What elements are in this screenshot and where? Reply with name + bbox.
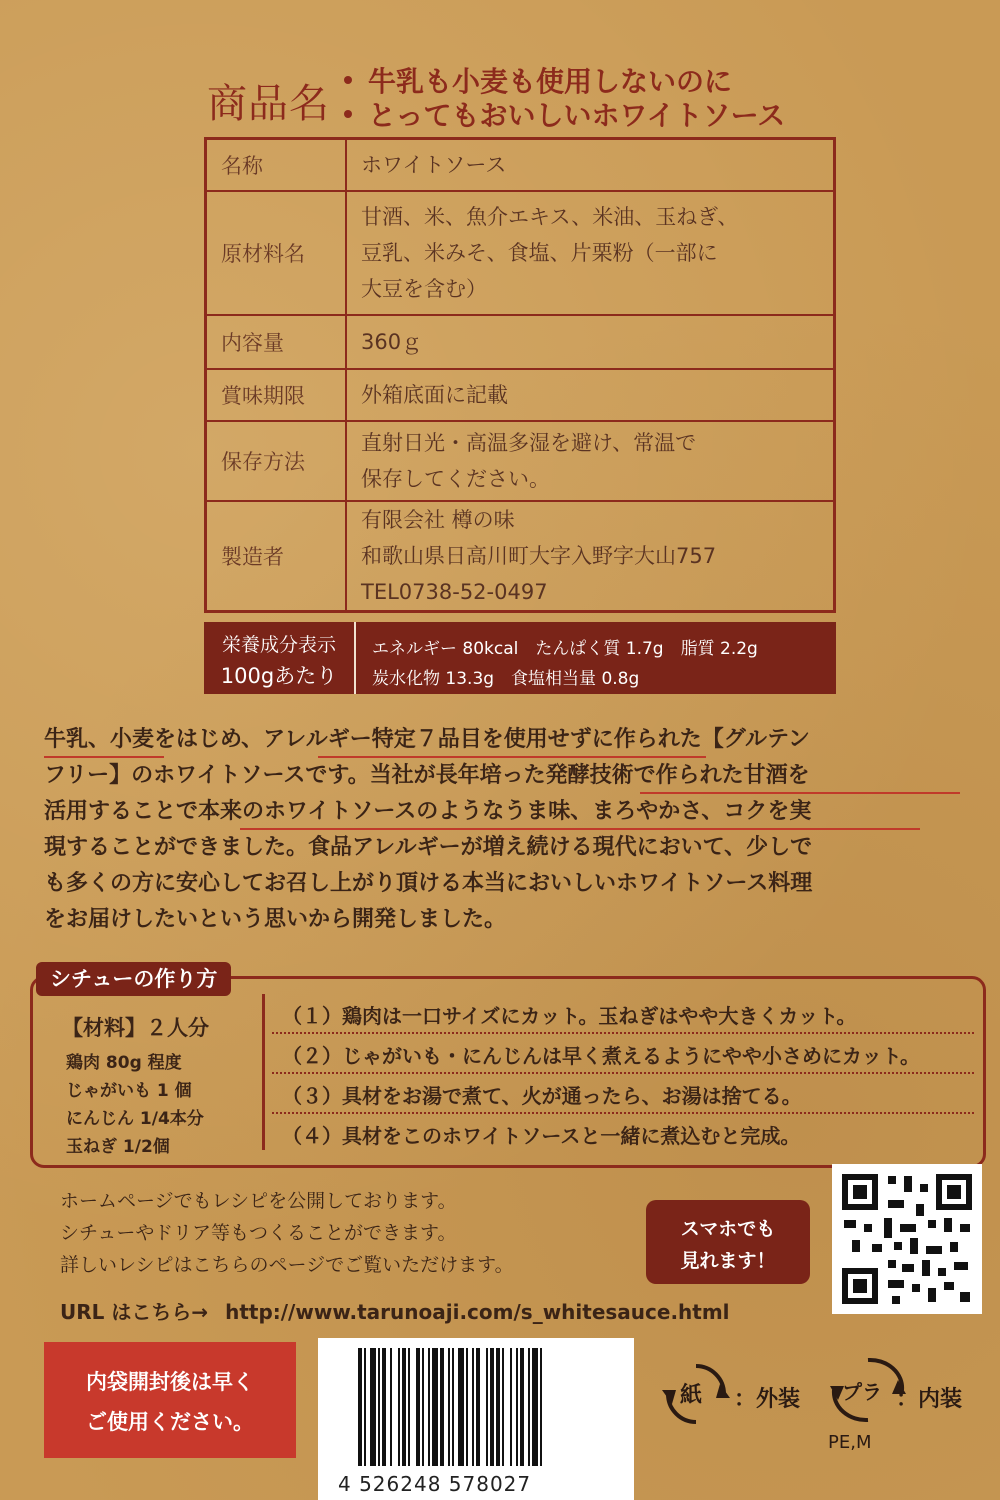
opening-notice: [44, 1342, 296, 1458]
table-row: [206, 315, 835, 369]
product-name-label: 商品名: [207, 81, 330, 127]
info-key: 賞味期限: [206, 369, 347, 421]
homepage-text: ホームページでもレシピを公開しております。: [60, 1190, 457, 1212]
info-key: 保存方法: [206, 421, 347, 501]
paper-recycle-mark: [660, 1358, 732, 1430]
nutrition-heading: [204, 622, 356, 694]
info-value: 甘酒、米、魚介エキス、米油、玉ねぎ、 豆乳、米みそ、食塩、片栗粉（一部に 大豆を含む）: [346, 191, 835, 315]
plastic-material: PE,M: [828, 1432, 872, 1453]
product-name-line1: 牛乳も小麦も使用しないのに: [368, 65, 733, 98]
notice-line: ご使用ください。: [86, 1410, 254, 1434]
step-divider: [272, 1032, 974, 1034]
info-key: 内容量: [206, 315, 347, 369]
step-divider: [272, 1072, 974, 1074]
qr-code[interactable]: [832, 1164, 982, 1314]
plastic-label: ：内装: [896, 1387, 963, 1412]
info-value: 有限会社 樽の味 和歌山県日高川町大字入野字大山757 TEL0738-52-0497: [346, 501, 835, 612]
ingredient-item: にんじん 1/4本分: [66, 1109, 204, 1129]
smartphone-badge: [646, 1200, 810, 1284]
product-info-table: [204, 137, 836, 613]
table-row: [206, 501, 835, 612]
recipe-step: （４）具材をこのホワイトソースと一緒に煮込むと完成。: [282, 1124, 801, 1148]
badge-line: 見れます！: [680, 1250, 776, 1272]
plastic-mark: プラ: [842, 1380, 882, 1404]
description-line: も多くの方に安心してお召し上がり頂ける本当においしいホワイトソース料理: [44, 871, 813, 896]
badge-line: スマホでも: [680, 1218, 776, 1240]
description-line: をお届けしたいという思いから開発しました。: [44, 907, 507, 932]
product-description: [44, 722, 974, 938]
recipe-step: （１）鶏肉は一口サイズにカット。玉ねぎはやや大きくカット。: [282, 1004, 857, 1028]
barcode-bars-icon: [318, 1338, 634, 1468]
recipe-step: （２）じゃがいも・にんじんは早く煮えるようにやや小さめにカット。: [282, 1044, 920, 1068]
info-key: 製造者: [206, 501, 347, 612]
info-value: ホワイトソース: [346, 139, 835, 191]
bullet-dot: [344, 76, 352, 84]
nutrition-per: 100gあたり: [220, 664, 338, 688]
description-line: フリー】のホワイトソースです。当社が長年培った発酵技術で作られた甘酒を: [44, 763, 810, 788]
table-row: [206, 139, 835, 191]
step-divider: [272, 1112, 974, 1114]
nutrition-row: エネルギー 80kcal たんぱく質 1.7g 脂質 2.2g: [372, 639, 758, 659]
recipe-title: シチューの作り方: [36, 962, 231, 996]
table-row: [206, 421, 835, 501]
highlight-underline: [640, 792, 960, 794]
ingredients-title: 【材料】２人分: [62, 1016, 209, 1040]
description-line: 現することができました。食品アレルギーが増え続ける現代において、少しで: [44, 835, 813, 860]
table-row: [206, 369, 835, 421]
highlight-underline: [318, 756, 706, 758]
highlight-underline: [240, 828, 920, 830]
info-value: 360ｇ: [346, 315, 835, 369]
homepage-text: シチューやドリア等もつくることができます。: [60, 1222, 457, 1244]
info-value: 直射日光・高温多湿を避け、常温で 保存してください。: [346, 421, 835, 501]
url-line: [60, 1296, 730, 1325]
info-key: 原材料名: [206, 191, 347, 315]
url-label: URL はこちら→: [60, 1300, 209, 1324]
barcode-number: 4 526248 578027: [338, 1472, 532, 1496]
nutrition-title: 栄養成分表示: [221, 634, 336, 656]
recipe-url-link[interactable]: http://www.tarunoaji.com/s_whitesauce.html: [225, 1300, 730, 1324]
recipe-divider: [262, 994, 265, 1150]
ingredient-item: 鶏肉 80g 程度: [66, 1053, 182, 1073]
paper-mark: 紙: [680, 1383, 703, 1408]
info-value: 外箱底面に記載: [346, 369, 835, 421]
description-line: 牛乳、小麦をはじめ、アレルギー特定７品目を使用せずに作られた【グルテン: [44, 727, 810, 752]
nutrition-row: 炭水化物 13.3g 食塩相当量 0.8g: [372, 669, 640, 689]
product-name-line2: とってもおいしいホワイトソース: [368, 99, 786, 132]
ingredient-item: 玉ねぎ 1/2個: [66, 1137, 170, 1157]
qr-code-icon: [832, 1164, 982, 1314]
paper-label: ：外装: [734, 1387, 801, 1412]
barcode: [318, 1338, 634, 1500]
notice-line: 内袋開封後は早く: [86, 1370, 254, 1394]
nutrition-bar: [204, 622, 836, 694]
homepage-text: 詳しいレシピはこちらのページでご覧いただけます。: [60, 1254, 514, 1276]
info-key: 名称: [206, 139, 347, 191]
bullet-dot: [344, 110, 352, 118]
recipe-step: （３）具材をお湯で煮て、火が通ったら、お湯は捨てる。: [282, 1084, 802, 1108]
highlight-underline: [44, 756, 164, 758]
ingredient-item: じゃがいも 1 個: [66, 1081, 192, 1101]
table-row: [206, 191, 835, 315]
description-line: 活用することで本来のホワイトソースのようなうま味、まろやかさ、コクを実: [44, 799, 812, 824]
